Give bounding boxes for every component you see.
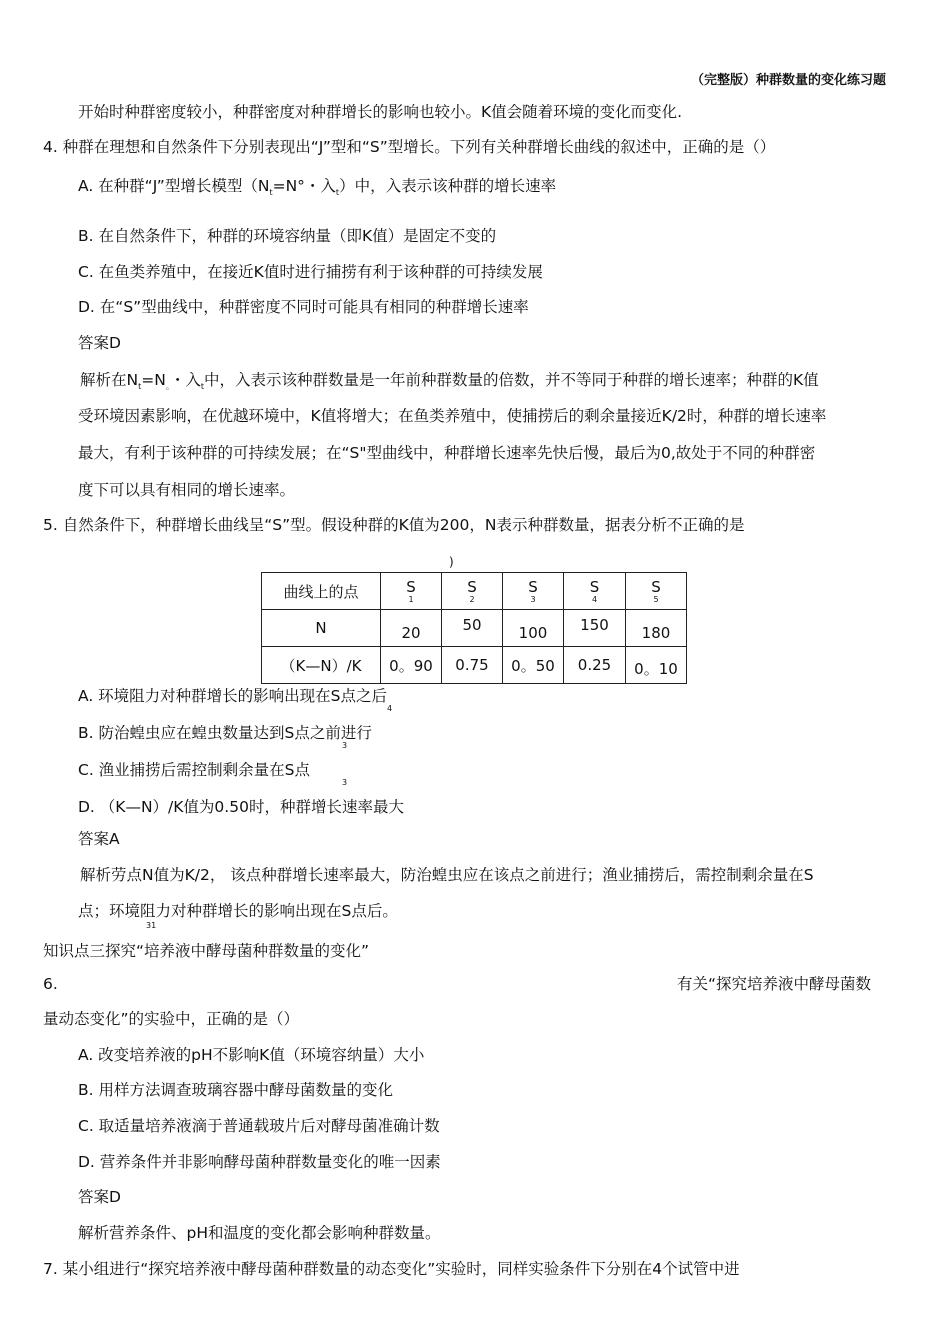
q5-answer: 答案A <box>78 830 120 848</box>
q6-stem-right: 有关“探究培养液中酵母菌数 <box>677 975 872 993</box>
section-heading: 知识点三探究“培养液中酵母菌种群数量的变化” <box>43 942 370 960</box>
q5-option-b: B. 防治蝗虫应在蝗虫数量达到S点之前进行 <box>78 724 372 742</box>
q6-stem-line-2: 量动态变化”的实验中，正确的是（） <box>43 1010 300 1028</box>
q5-stem: 5. 自然条件下，种群增长曲线呈“S”型。假设种群的K值为200，N表示种群数量，据表分析不正确的是 <box>43 516 745 534</box>
q5-option-b-sub: 3 <box>342 741 348 750</box>
table-label-k: （K—N）/K <box>262 647 381 684</box>
q5-option-a: A. 环境阻力对种群增长的影响出现在S点之后 <box>78 687 388 705</box>
q4-stem: 4. 种群在理想和自然条件下分别表现出“J”型和“S”型增长。下列有关种群增长曲线的叙述中，正确的是（） <box>43 138 776 156</box>
table-cell: 0。50 <box>503 647 564 684</box>
q6-answer: 答案D <box>78 1188 121 1206</box>
table-point-s1 <box>381 573 442 610</box>
table-cell: 150 <box>564 610 626 647</box>
q5-paren: ) <box>449 555 454 569</box>
table-header-points: 曲线上的点 <box>262 573 381 610</box>
intro-line: 开始时种群密度较小，种群密度对种群增长的影响也较小。K值会随着环境的变化而变化. <box>78 103 683 121</box>
table-cell: 0.25 <box>564 647 626 684</box>
table-point-s2 <box>442 573 503 610</box>
table-cell: 0。90 <box>381 647 442 684</box>
q4-option-a-pre: A. 在种群“J”型增长模型（N <box>78 177 270 195</box>
q5-data-table <box>261 572 687 684</box>
q4-analysis-mid: =N <box>141 371 166 389</box>
q4-option-b: B. 在自然条件下，种群的环境容纳量（即K值）是固定不变的 <box>78 227 497 245</box>
q4-analysis-sub: t <box>138 382 142 392</box>
q7-stem: 7. 某小组进行“探究培养液中酵母菌种群数量的动态变化”实验时，同样实验条件下分别在4个试管中进 <box>43 1260 740 1278</box>
point-letter: S <box>651 578 661 596</box>
q4-analysis-sub2: 。 <box>165 382 170 392</box>
point-letter: S <box>467 578 477 596</box>
q4-analysis-pre: 解析在N <box>80 371 139 389</box>
point-letter: S <box>406 578 416 596</box>
point-sub: 2 <box>469 595 475 604</box>
q6-analysis: 解析营养条件、pH和温度的变化都会影响种群数量。 <box>78 1224 441 1242</box>
point-sub: 4 <box>591 595 598 604</box>
table-cell: 50 <box>442 610 503 647</box>
q4-option-c: C. 在鱼类养殖中，在接近K值时进行捕捞有利于该种群的可持续发展 <box>78 263 543 281</box>
table-cell: 180 <box>626 610 687 647</box>
q5-option-c: C. 渔业捕捞后需控制剩余量在S点 <box>78 761 311 779</box>
table-cell: 100 <box>503 610 564 647</box>
q4-analysis-tail: 中，入表示该种群数量是一年前种群数量的倍数，并不等同于种群的增长速率；种群的K值 <box>204 371 819 389</box>
q6-option-a: A. 改变培养液的pH不影响K值（环境容纳量）大小 <box>78 1046 425 1064</box>
q4-analysis-line-3: 最大，有利于该种群的可持续发展；在“S"型曲线中，种群增长速率先快后慢，最后为0,故处于不同的种群密 <box>78 444 816 462</box>
q6-number: 6. <box>43 975 58 993</box>
table-cell: 20 <box>381 610 442 647</box>
table-point-s4 <box>564 573 626 610</box>
q6-option-b: B. 用样方法调查玻璃容器中酵母菌数量的变化 <box>78 1081 393 1099</box>
q4-analysis-line-4: 度下可以具有相同的增长速率。 <box>78 481 296 499</box>
q5-option-d: D. （K—N）/K值为0.50时，种群增长速率最大 <box>78 798 404 816</box>
table-point-s3 <box>503 573 564 610</box>
table-cell: 0。10 <box>626 647 687 684</box>
q5-analysis-sub: 31 <box>146 921 157 930</box>
q4-option-a-tail: ）中，入表示该种群的增长速率 <box>339 177 557 195</box>
q4-analysis-line-1 <box>80 370 819 397</box>
point-sub: 1 <box>408 595 414 604</box>
q4-option-d: D. 在“S”型曲线中，种群密度不同时可能具有相同的种群增长速率 <box>78 298 529 316</box>
q6-option-c: C. 取适量培养液滴于普通载玻片后对酵母菌准确计数 <box>78 1117 440 1135</box>
q5-option-a-sub: 4 <box>387 704 393 713</box>
q4-option-a-post: =N°・入 <box>272 177 336 195</box>
table-row-k <box>262 647 687 684</box>
q4-option-a-sub2: t <box>335 188 340 198</box>
point-sub: 5 <box>653 595 659 604</box>
table-point-s5 <box>626 573 687 610</box>
table-row-n <box>262 610 687 647</box>
q4-option-a <box>78 176 556 203</box>
table-row-points <box>262 573 687 610</box>
table-label-n: N <box>262 610 381 647</box>
point-letter: S <box>528 578 538 596</box>
q5-analysis-line-2: 点；环境阻力对种群增长的影响出现在S点后。 <box>78 902 398 920</box>
point-sub: 3 <box>530 595 536 604</box>
q4-option-a-sub: t <box>269 188 273 198</box>
q4-answer: 答案D <box>78 334 121 352</box>
q4-analysis-mid2: ・入 <box>169 371 201 389</box>
q4-analysis-sub3: t <box>200 382 204 392</box>
q6-option-d: D. 营养条件并非影响酵母菌种群数量变化的唯一因素 <box>78 1153 441 1171</box>
document-header: （完整版）种群数量的变化练习题 <box>691 73 887 88</box>
q5-analysis-line-1: 解析劳点N值为K/2， 该点种群增长速率最大，防治蝗虫应在该点之前进行；渔业捕捞后，需控制剩余量在S <box>80 866 814 884</box>
point-letter: S <box>589 578 600 596</box>
table-cell: 0.75 <box>442 647 503 684</box>
q5-option-c-sub: 3 <box>342 778 348 787</box>
q4-analysis-line-2: 受环境因素影响，在优越环境中，K值将增大；在鱼类养殖中，使捕捞后的剩余量接近K/2时，种群的增长速率 <box>78 407 827 425</box>
